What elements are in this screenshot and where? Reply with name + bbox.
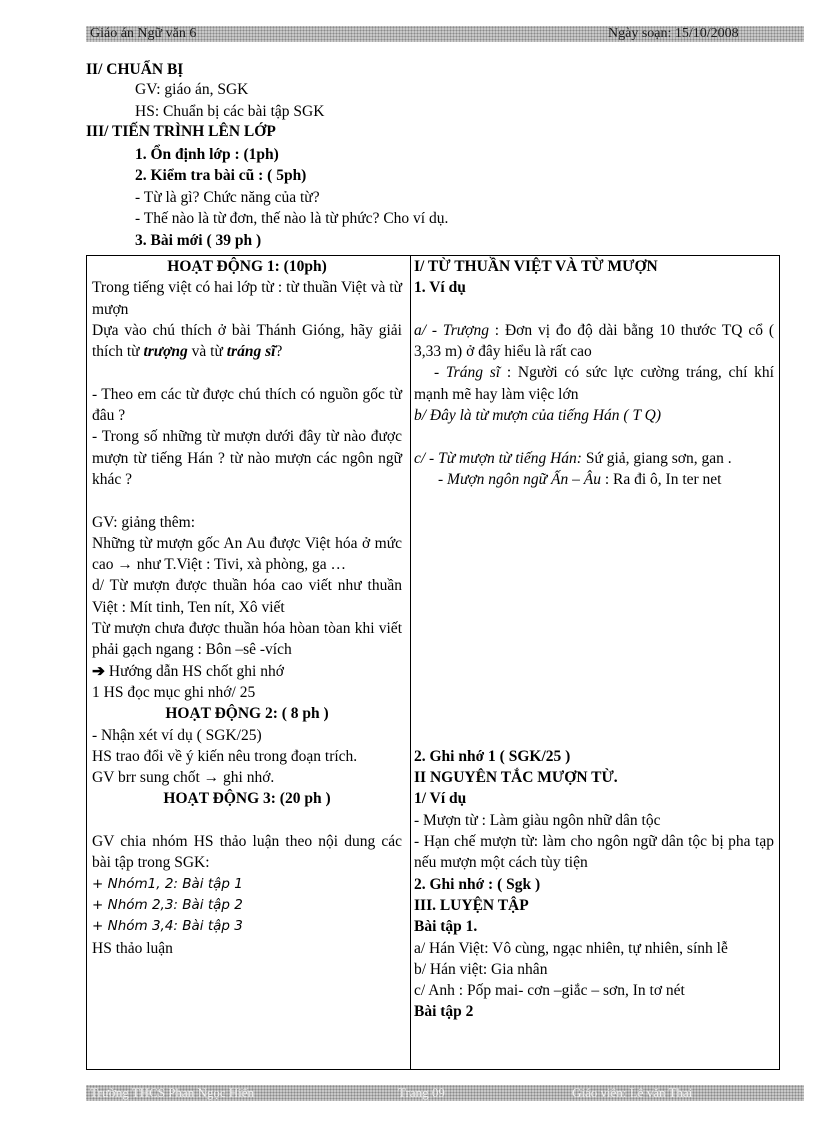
section-2-example-heading: 1/ Ví dụ (414, 790, 467, 808)
header-date: Ngày soạn: 15/10/2008 (608, 26, 739, 41)
borrow-limit: - Hạn chế mượn từ: làm cho ngôn ngữ dân tộc bị pha tạp nếu mượn một cách tùy tiện (414, 833, 774, 872)
memo-1: 2. Ghi nhớ 1 ( SGK/25 ) (414, 747, 571, 765)
teacher-note: GV: giảng thêm: (92, 513, 196, 531)
prep-gv: GV: giáo án, SGK (135, 81, 249, 98)
activity-1-heading: HOẠT ĐỘNG 1: (10ph) (167, 258, 327, 275)
process-q1: - Từ là gì? Chức năng của từ? (135, 189, 320, 206)
group-3-4: + Nhóm 3,4: Bài tập 3 (92, 918, 243, 935)
group-2-3: + Nhóm 2,3: Bài tập 2 (92, 896, 243, 913)
exercise-1-b: b/ Hán việt: Gia nhân (414, 960, 548, 978)
activities-column (92, 256, 402, 959)
arrow-right-icon: → (117, 556, 133, 574)
activity-2-summary: GV brr sung chốt → ghi nhớ. (92, 769, 275, 787)
teacher-note-unassimilated: Từ mượn chưa được thuần hóa hòan tòan khi viết phải gạch ngang : Bôn –sê -vích (92, 620, 402, 659)
example-indo-european: - Mượn ngôn ngữ Ấn – Âu : Ra đi ô, In ter net (438, 470, 722, 488)
example-a: a/ - Trượng : Đơn vị đo độ dài bằng 10 thước TQ cổ ( 3,33 m) ở đây hiểu là rất cao (414, 321, 774, 361)
activity-1-intro: Trong tiếng việt có hai lớp từ : từ thuần Việt và từ mượn (92, 279, 402, 318)
section-2-heading: II NGUYÊN TẮC MƯỢN TỪ. (414, 769, 618, 787)
process-title: III/ TIẾN TRÌNH LÊN LỚP (86, 123, 276, 140)
prep-hs: HS: Chuẩn bị các bài tập SGK (135, 103, 325, 120)
section-3-heading: III. LUYỆN TẬP (414, 896, 529, 914)
guide-memo: ➔ Hướng dẫn HS chốt ghi nhớ (92, 662, 284, 680)
process-q2: - Thế nào là từ đơn, thế nào là từ phức? Cho ví dụ. (135, 210, 449, 227)
footer-teacher: Giáo viên: Lê văn Thai (572, 1085, 693, 1100)
example-b: b/ Đây là từ mượn của tiếng Hán ( T Q) (414, 407, 662, 425)
exercise-1-c: c/ Anh : Pốp mai- cơn –giắc – sơn, In tơ nét (414, 982, 685, 1000)
process-step2: 2. Kiểm tra bài cũ : ( 5ph) (135, 167, 307, 184)
page-header (86, 26, 804, 42)
activity-2-note: - Nhận xét ví dụ ( SGK/25) (92, 726, 262, 744)
page-footer (86, 1085, 804, 1101)
process-step1: 1. Ổn định lớp : (1ph) (135, 146, 279, 163)
example-trang-si: - Tráng sĩ : Người có sức lực cường tráng, chí khí mạnh mẽ hay làm việc lớn (414, 364, 774, 403)
exercise-1-a: a/ Hán Việt: Vô cùng, ngạc nhiên, tự nhiên, sính lễ (414, 939, 728, 957)
section-1-heading: I/ TỪ THUẦN VIỆT VÀ TỪ MƯỢN (414, 258, 658, 275)
activity-1-borrowed-question: - Trong số những từ mượn dưới đây từ nào được mượn từ tiếng Hán ? từ nào mượn các ngôn ngữ khác ? (92, 428, 402, 488)
read-memo: 1 HS đọc mục ghi nhớ/ 25 (92, 683, 256, 701)
prep-title: II/ CHUẨN BỊ (86, 61, 184, 78)
borrow-benefit: - Mượn từ : Làm giàu ngôn nhữ dân tộc (414, 811, 661, 829)
group-1-2: + Nhóm1, 2: Bài tập 1 (92, 875, 243, 892)
activity-2-discussion: HS trao đổi về ý kiến nêu trong đoạn trích. (92, 747, 358, 765)
activity-1-question: Dựa vào chú thích ở bài Thánh Gióng, hãy giải thích từ trượng và từ tráng sĩ? (92, 321, 402, 361)
memo-2: 2. Ghi nhớ : ( Sgk ) (414, 875, 541, 893)
activity-3-heading: HOẠT ĐỘNG 3: (20 ph ) (163, 790, 331, 808)
teacher-note-detail: Những từ mượn gốc An Au được Việt hóa ở mức cao → như T.Việt : Tivi, xà phòng, ga … (92, 534, 402, 574)
example-c: c/ - Từ mượn từ tiếng Hán: Sứ giả, giang sơn, gan . (414, 449, 732, 467)
teacher-note-d: d/ Từ mượn được thuần hóa cao viết như thuần Việt : Mít tinh, Ten nít, Xô viết (92, 577, 402, 616)
process-step3: 3. Bài mới ( 39 ph ) (135, 232, 262, 249)
exercise-1-heading: Bài tập 1. (414, 918, 478, 936)
example-heading: 1. Ví dụ (414, 279, 466, 297)
students-discuss: HS thảo luận (92, 939, 173, 957)
lesson-table (86, 255, 780, 1070)
exercise-2-heading: Bài tập 2 (414, 1003, 474, 1021)
activity-3-intro: GV chia nhóm HS thảo luận theo nội dung các bài tập trong SGK: (92, 833, 402, 872)
arrow-right-icon: → (203, 769, 220, 787)
content-column (414, 256, 774, 1023)
activity-2-heading: HOẠT ĐỘNG 2: ( 8 ph ) (165, 705, 329, 723)
footer-page: Trang 09 (398, 1085, 445, 1100)
bold-arrow-right-icon: ➔ (92, 662, 105, 680)
activity-1-origin-question: - Theo em các từ được chú thích có nguồn gốc từ đâu ? (92, 385, 402, 425)
column-divider (410, 256, 411, 1069)
footer-school: Trường THCS Phan Ngọc Hiển (90, 1085, 255, 1100)
header-subject: Giáo án Ngữ văn 6 (90, 26, 197, 41)
